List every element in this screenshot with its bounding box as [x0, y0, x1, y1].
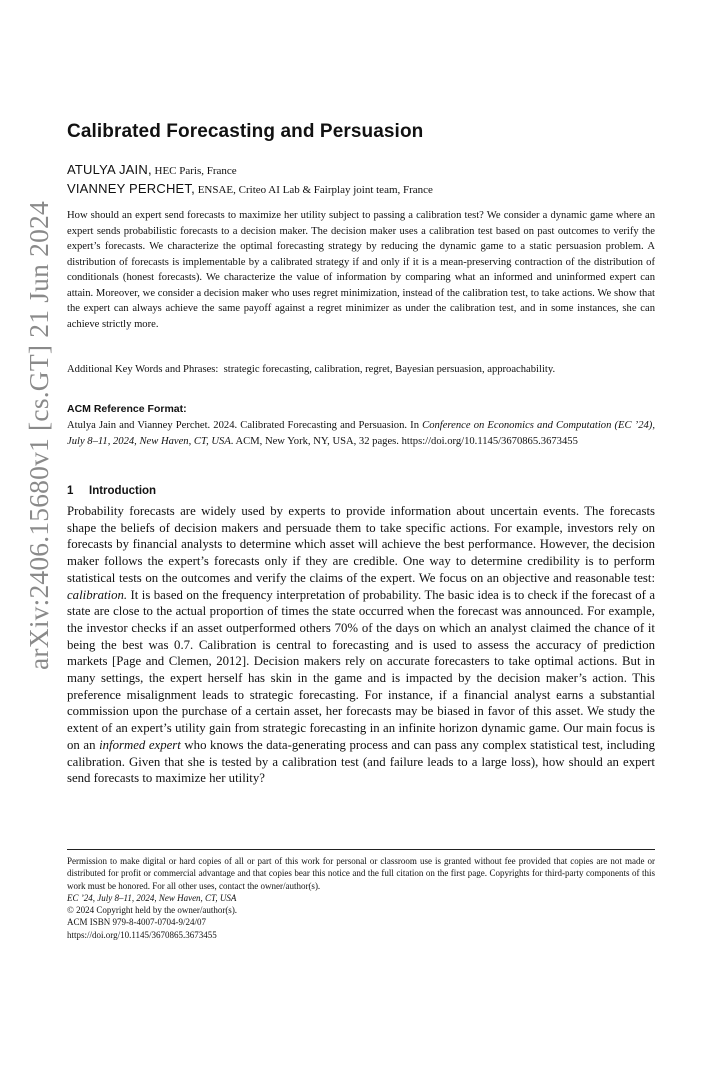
acm-reference-lead: Atulya Jain and Vianney Perchet. 2024. Calibrated Forecasting and Persuasion. In — [67, 420, 423, 431]
footnote — [67, 855, 655, 941]
venue-line: EC ’24, July 8–11, 2024, New Haven, CT, USA — [67, 892, 237, 903]
author-affiliation: ENSAE, Criteo AI Lab & Fairplay joint team, France — [197, 184, 433, 196]
arxiv-identifier: arXiv:2406.15680v1 [cs.GT] 21 Jun 2024 — [23, 201, 54, 670]
footnote-divider — [67, 849, 655, 850]
introduction-paragraph — [67, 503, 655, 787]
section-title: Introduction — [89, 485, 157, 497]
acm-reference-conference: Conference on Economics and Computation (EC ’24), July 8–11, 2024, New Haven, CT, USA — [67, 420, 655, 447]
intro-emphasis-informed-expert: informed expert — [99, 737, 181, 752]
acm-reference-tail: . ACM, New York, NY, USA, 32 pages. https://doi.org/10.1145/3670865.3673455 — [230, 435, 578, 447]
paper-title: Calibrated Forecasting and Persuasion — [67, 121, 424, 142]
intro-text-1: Probability forecasts are widely used by experts to provide information about uncertain events. The forecasts shape the beliefs of decision makers and persuade them to take specific actions. For example, investors rely on forecasts by financial analysts to determine which asset will achieve the best performance. However, the decision maker follows the expert’s forecasts only if they are credible. One way to determine credibility is to perform statistical tests on the outcomes and verify the claims of the expert. We focus on an objective and reasonable test: — [67, 504, 655, 585]
acm-reference-heading: ACM Reference Format: — [67, 403, 187, 415]
intro-emphasis-calibration: calibration. — [67, 587, 128, 602]
doi-link[interactable]: https://doi.org/10.1145/3670865.3673455 — [67, 929, 217, 940]
isbn-line: ACM ISBN 979-8-4007-0704-9/24/07 — [67, 917, 206, 928]
author-name: ATULYA JAIN, — [67, 162, 152, 177]
keywords-list: strategic forecasting, calibration, regret, Bayesian persuasion, approachability. — [223, 364, 556, 375]
intro-text-3: who knows the data-generating process and can pass any complex statistical test, including calibration. Given that she is tested by a calibration test (and failure leads to a large loss), how should an expert send forecasts to maximize her utility? — [67, 737, 656, 786]
keywords-label: Additional Key Words and Phrases: — [67, 364, 219, 375]
section-heading — [67, 485, 156, 497]
author-affiliation: HEC Paris, France — [154, 165, 237, 177]
intro-text-2: It is based on the frequency interpretation of probability. The basic idea is to check if the forecast of a state are close to the actual proportion of times the state occurred when the forecast was announced. For example, the investor checks if an asset outperformed others 70% of the days on which an analyst claimed the chance of it being the best was 0.7. Calibration is central to forecasting and is used to assess the accuracy of prediction markets [Page and Clemen, 2012]. Decision makers rely on accurate forecasters to take optimal actions. But in many settings, the expert herself has skin in the game and is impacted by the decision maker’s action. This preference misalignment leads to strategic forecasting. For instance, if a financial analyst earns a substantial commission upon the purchase of a certain asset, her forecasts may be biased in favor of this asset. We study the extent of an expert’s utility gain from strategic forecasting in an infinite horizon dynamic game. Our main focus is on an — [67, 587, 655, 752]
abstract: How should an expert send forecasts to maximize her utility subject to passing a calibration test? We consider a dynamic game where an expert sends probabilistic forecasts to a decision maker. The decision maker uses a calibration test based on past outcomes to verify the expert’s forecasts. We characterize the optimal forecasting strategy by reducing the dynamic game to a static persuasion problem. A distribution of forecasts is implementable by a calibrated strategy if and only if it is a mean-preserving contraction of the distribution of conditionals (honest forecasts). We characterize the value of information by comparing what an informed and uninformed expert can attain. Moreover, we consider a decision maker who uses regret minimization, instead of the calibration test, to take actions. We show that the expert can always achieve the same payoff against a regret minimizer as under the calibration test, and in some instances, she can achieve strictly more. — [67, 210, 655, 330]
section-number: 1 — [67, 485, 74, 497]
keywords — [67, 362, 655, 378]
author-1 — [67, 162, 237, 177]
acm-reference — [67, 418, 655, 449]
arxiv-sidebar — [22, 201, 56, 670]
permission-notice: Permission to make digital or hard copies of all or part of this work for personal or classroom use is granted without fee provided that copies are not made or distributed for profit or commercial advantage and that copies bear this notice and the full citation on the first page. Copyrights for third-party components of this work must be honored. For all other uses, contact the owner/author(s). — [67, 856, 655, 891]
author-2 — [67, 181, 433, 196]
author-name: VIANNEY PERCHET, — [67, 181, 195, 196]
copyright-line: © 2024 Copyright held by the owner/author(s). — [67, 905, 238, 916]
